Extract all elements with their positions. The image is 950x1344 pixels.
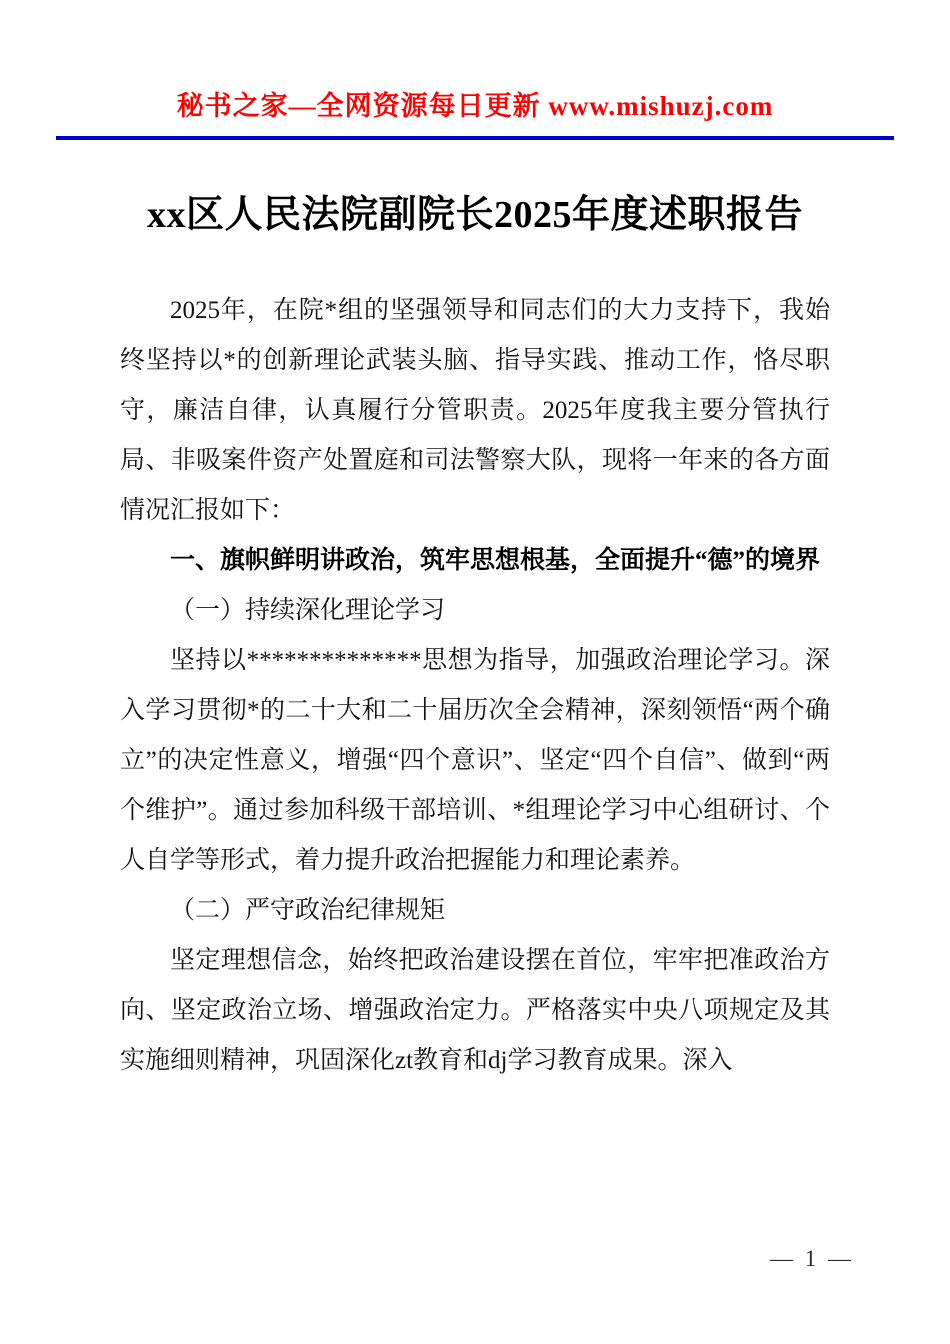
paragraph-heading1: 一、旗帜鲜明讲政治，筑牢思想根基，全面提升“德”的境界 [170,546,821,574]
page-number: — 1 — [770,1246,854,1271]
header-divider [56,136,894,140]
document-title: xx区人民法院副院长2025年度述职报告 [146,194,803,236]
site-header-text: 秘书之家—全网资源每日更新 www.mishuzj.com [176,91,774,121]
site-header [0,84,950,123]
paragraph-body: 坚持以**************思想为指导，加强政治理论学习。深入学习贯彻*的二十大和二十届历次全会精神，深刻领悟“两个确立”的决定性意义，增强“四个意识”、坚定“四个自信”、做到“两个维护”。通过参加科级干部培训、*组理论学习中心组研讨、个人自学等形式，着力提升政治把握能力和理论素养。 [120,646,830,874]
paragraph-body: 2025年，在院*组的坚强领导和同志们的大力支持下，我始终坚持以*的创新理论武装头脑、指导实践、推动工作，恪尽职守，廉洁自律，认真履行分管职责。2025年度我主要分管执行局、非吸案件资产处置庭和司法警察大队，现将一年来的各方面情况汇报如下： [120,296,830,524]
paragraph-heading2: （二）严守政治纪律规矩 [170,896,446,924]
document-body [120,286,830,1086]
paragraph-heading2: （一）持续深化理论学习 [170,596,446,624]
paragraph-body: 坚定理想信念，始终把政治建设摆在首位，牢牢把准政治方向、坚定政治立场、增强政治定力。严格落实中央八项规定及其实施细则精神，巩固深化zt教育和dj学习教育成果。深入 [120,946,830,1074]
